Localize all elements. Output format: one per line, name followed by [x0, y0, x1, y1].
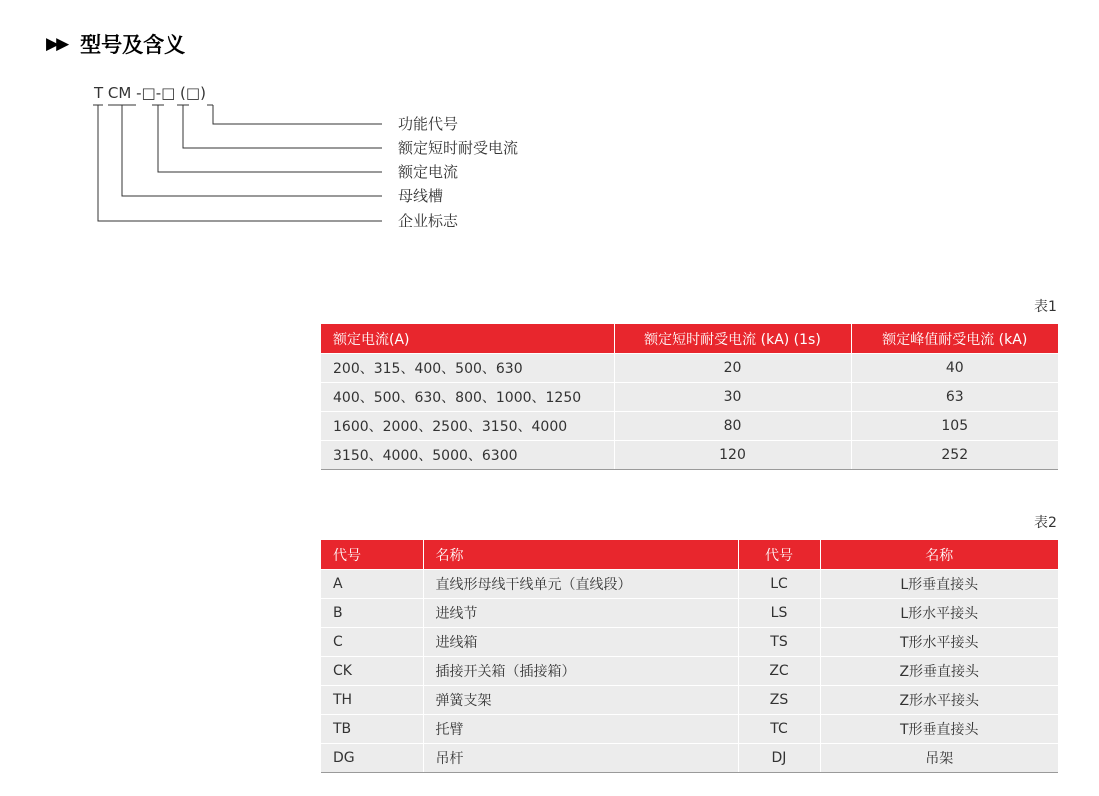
leader-line-function — [207, 105, 382, 124]
table-cell: 63 — [851, 383, 1058, 412]
table-row — [321, 354, 1058, 383]
table-cell: ZS — [738, 686, 820, 715]
table-cell: 40 — [851, 354, 1058, 383]
table-row — [321, 412, 1058, 441]
column-header: 额定短时耐受电流 (kA) (1s) — [614, 324, 851, 354]
table-cell: 直线形母线干线单元（直线段） — [423, 570, 738, 599]
table-header-row — [321, 540, 1058, 570]
table-cell: 1600、2000、2500、3150、4000 — [321, 412, 614, 441]
table-cell: L形水平接头 — [820, 599, 1058, 628]
table-cell: 105 — [851, 412, 1058, 441]
table-cell: 吊杆 — [423, 744, 738, 773]
leader-line-short-time — [177, 105, 382, 148]
table-row — [321, 599, 1058, 628]
table-cell: 吊架 — [820, 744, 1058, 773]
table-cell: 20 — [614, 354, 851, 383]
table-row — [321, 441, 1058, 470]
leader-line-company — [93, 105, 382, 221]
label-function-code: 功能代号 — [398, 115, 459, 133]
table-cell: DJ — [738, 744, 820, 773]
table-cell: TS — [738, 628, 820, 657]
table2-caption: 表2 — [1034, 515, 1057, 531]
table-row — [321, 744, 1058, 773]
table-row — [321, 686, 1058, 715]
model-code-diagram — [0, 0, 560, 240]
table-cell: 30 — [614, 383, 851, 412]
table-cell: A — [321, 570, 423, 599]
double-arrow-icon: ▶▶ — [46, 34, 67, 54]
table-row — [321, 383, 1058, 412]
table-cell: LC — [738, 570, 820, 599]
table-cell: DG — [321, 744, 423, 773]
label-short-time-current: 额定短时耐受电流 — [398, 139, 519, 157]
table-cell: L形垂直接头 — [820, 570, 1058, 599]
table-cell: TC — [738, 715, 820, 744]
label-company-mark: 企业标志 — [398, 212, 459, 230]
table-cell: B — [321, 599, 423, 628]
model-code: T CM -□-□ (□) — [94, 84, 206, 102]
table-cell: C — [321, 628, 423, 657]
table-cell: 进线箱 — [423, 628, 738, 657]
section-title: 型号及含义 — [80, 33, 186, 57]
label-busway: 母线槽 — [398, 187, 444, 205]
table-cell: 弹簧支架 — [423, 686, 738, 715]
table-cell: 200、315、400、500、630 — [321, 354, 614, 383]
column-header: 额定电流(A) — [321, 324, 614, 354]
table-cell: 进线节 — [423, 599, 738, 628]
table-cell: 3150、4000、5000、6300 — [321, 441, 614, 470]
table-row — [321, 715, 1058, 744]
column-header: 额定峰值耐受电流 (kA) — [851, 324, 1058, 354]
table-row — [321, 570, 1058, 599]
product-code-table — [321, 540, 1058, 773]
table-cell: 80 — [614, 412, 851, 441]
table-row — [321, 657, 1058, 686]
table-cell: T形垂直接头 — [820, 715, 1058, 744]
column-header: 名称 — [820, 540, 1058, 570]
leader-line-rated-current — [152, 105, 382, 172]
table-row — [321, 628, 1058, 657]
table-header-row — [321, 324, 1058, 354]
label-rated-current: 额定电流 — [398, 163, 459, 181]
table-cell: 252 — [851, 441, 1058, 470]
table-cell: TH — [321, 686, 423, 715]
column-header: 代号 — [321, 540, 423, 570]
table-cell: 插接开关箱（插接箱） — [423, 657, 738, 686]
table-cell: Z形水平接头 — [820, 686, 1058, 715]
table-cell: T形水平接头 — [820, 628, 1058, 657]
table1-caption: 表1 — [1034, 299, 1057, 315]
column-header: 代号 — [738, 540, 820, 570]
table-cell: 400、500、630、800、1000、1250 — [321, 383, 614, 412]
table-cell: ZC — [738, 657, 820, 686]
table-cell: Z形垂直接头 — [820, 657, 1058, 686]
leader-line-busway — [108, 105, 382, 196]
current-rating-table — [321, 324, 1058, 470]
table-cell: LS — [738, 599, 820, 628]
table-cell: 120 — [614, 441, 851, 470]
column-header: 名称 — [423, 540, 738, 570]
table-cell: CK — [321, 657, 423, 686]
table-cell: 托臂 — [423, 715, 738, 744]
table-cell: TB — [321, 715, 423, 744]
